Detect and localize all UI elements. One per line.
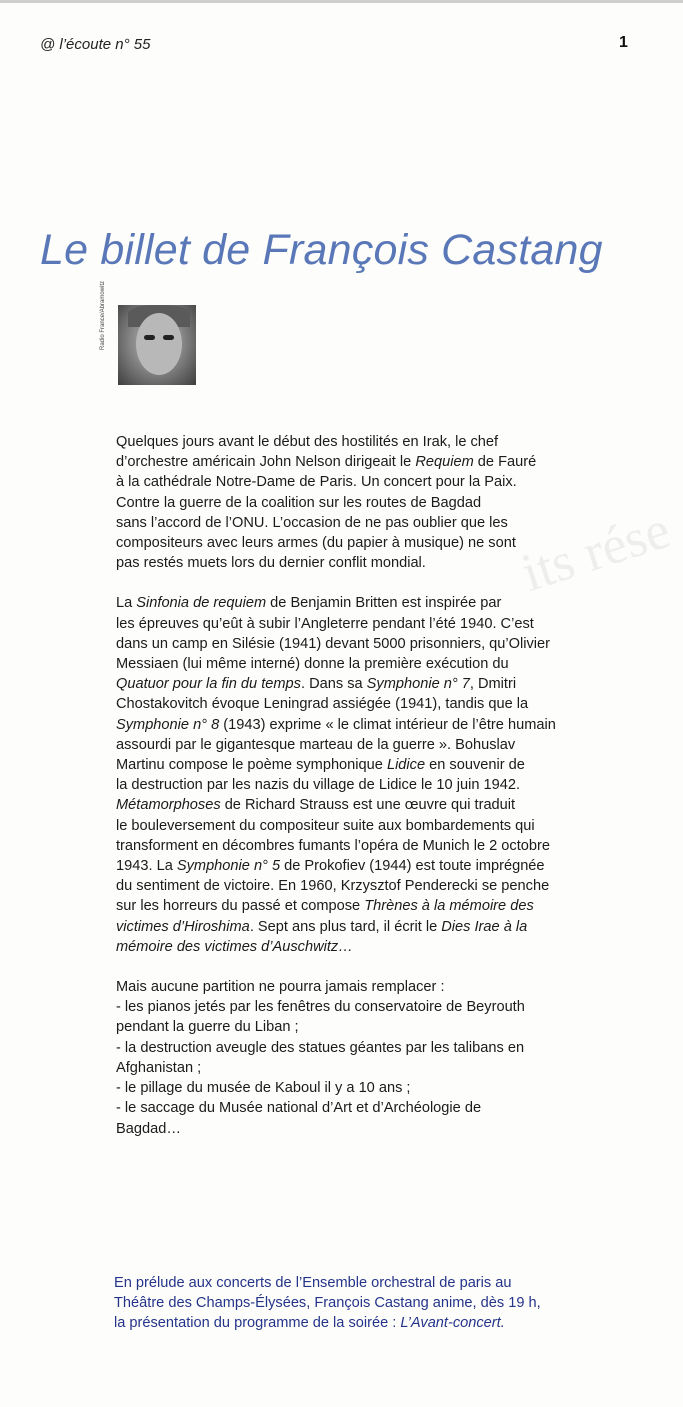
page-number: 1 bbox=[619, 34, 628, 51]
watermark: its rése bbox=[514, 499, 678, 603]
text-line: les épreuves qu’eût à subir l’Angleterre pendant l’été 1940. C’est bbox=[116, 615, 534, 632]
text-line: Martinu compose le poème symphonique Lidice en souvenir de bbox=[116, 757, 525, 774]
text-line: dans un camp en Silésie (1941) devant 5000 prisonniers, qu’Olivier bbox=[116, 635, 551, 652]
text-line: Bagdad… bbox=[116, 1120, 181, 1137]
text-line: à la cathédrale Notre-Dame de Paris. Un concert pour la Paix. bbox=[116, 474, 517, 491]
text-line: d’orchestre américain John Nelson dirigeait le Requiem de Fauré bbox=[116, 454, 537, 471]
text-line: Afghanistan ; bbox=[116, 1059, 202, 1076]
paragraph-2 bbox=[116, 593, 556, 957]
text-line: Quelques jours avant le début des hostilités en Irak, le chef bbox=[116, 434, 499, 450]
text-line: La Sinfonia de requiem de Benjamin Britten est inspirée par bbox=[116, 595, 502, 612]
text-line: Contre la guerre de la coalition sur les routes de Bagdad bbox=[116, 494, 482, 511]
text-line: pendant la guerre du Liban ; bbox=[116, 1019, 299, 1036]
text-line: la présentation du programme de la soirée : L’Avant-concert. bbox=[114, 1315, 505, 1332]
article-body bbox=[116, 432, 556, 1159]
text-line: Quatuor pour la fin du temps. Dans sa Symphonie n° 7, Dmitri bbox=[116, 676, 517, 693]
text-line: sur les horreurs du passé et compose Thrènes à la mémoire des bbox=[116, 898, 534, 915]
text-line: Messiaen (lui même interné) donne la première exécution du bbox=[116, 656, 509, 673]
text-line: Symphonie n° 8 (1943) exprime « le climat intérieur de l’être humain bbox=[116, 716, 556, 733]
text-line: Théâtre des Champs-Élysées, François Castang anime, dès 19 h, bbox=[114, 1295, 541, 1312]
text-line: victimes d’Hiroshima. Sept ans plus tard, il écrit le Dies Irae à la bbox=[116, 918, 528, 935]
text-line: transforment en décombres fumants l’opéra de Munich le 2 octobre bbox=[116, 837, 550, 854]
issue-label: @ l’écoute n° 55 bbox=[40, 36, 151, 53]
text-line: 1943. La Symphonie n° 5 de Prokofiev (1944) est toute imprégnée bbox=[116, 858, 545, 875]
paragraph-3 bbox=[116, 977, 556, 1139]
text-line: sans l’accord de l’ONU. L’occasion de ne pas oublier que les bbox=[116, 514, 508, 531]
text-line: du sentiment de victoire. En 1960, Krzysztof Penderecki se penche bbox=[116, 878, 550, 895]
footer-note bbox=[114, 1273, 574, 1334]
text-line: Chostakovitch évoque Leningrad assiégée (1941), tandis que la bbox=[116, 696, 529, 713]
text-line: Mais aucune partition ne pourra jamais remplacer : bbox=[116, 979, 445, 996]
text-line: - la destruction aveugle des statues géantes par les talibans en bbox=[116, 1039, 525, 1056]
text-line: - le saccage du Musée national d’Art et d’Archéologie de bbox=[116, 1100, 482, 1117]
text-line: assourdi par le gigantesque marteau de la guerre ». Bohuslav bbox=[116, 736, 516, 753]
text-line: Métamorphoses de Richard Strauss est une œuvre qui traduit bbox=[116, 797, 516, 814]
text-line: - le pillage du musée de Kaboul il y a 10 ans ; bbox=[116, 1080, 411, 1097]
text-line: - les pianos jetés par les fenêtres du conservatoire de Beyrouth bbox=[116, 999, 525, 1016]
paragraph-1 bbox=[116, 432, 556, 573]
author-photo bbox=[118, 305, 196, 385]
top-border bbox=[0, 0, 683, 3]
text-line: le bouleversement du compositeur suite aux bombardements qui bbox=[116, 817, 535, 834]
text-line: la destruction par les nazis du village de Lidice le 10 juin 1942. bbox=[116, 777, 521, 794]
text-line: pas restés muets lors du dernier conflit mondial. bbox=[116, 555, 426, 572]
photo-credit: Radio France/Abramowitz bbox=[100, 280, 106, 350]
text-line: mémoire des victimes d’Auschwitz… bbox=[116, 938, 353, 955]
text-line: compositeurs avec leurs armes (du papier à musique) ne sont bbox=[116, 535, 516, 552]
text-line: En prélude aux concerts de l’Ensemble orchestral de paris au bbox=[114, 1275, 512, 1291]
page-title: Le billet de François Castang bbox=[40, 226, 603, 274]
